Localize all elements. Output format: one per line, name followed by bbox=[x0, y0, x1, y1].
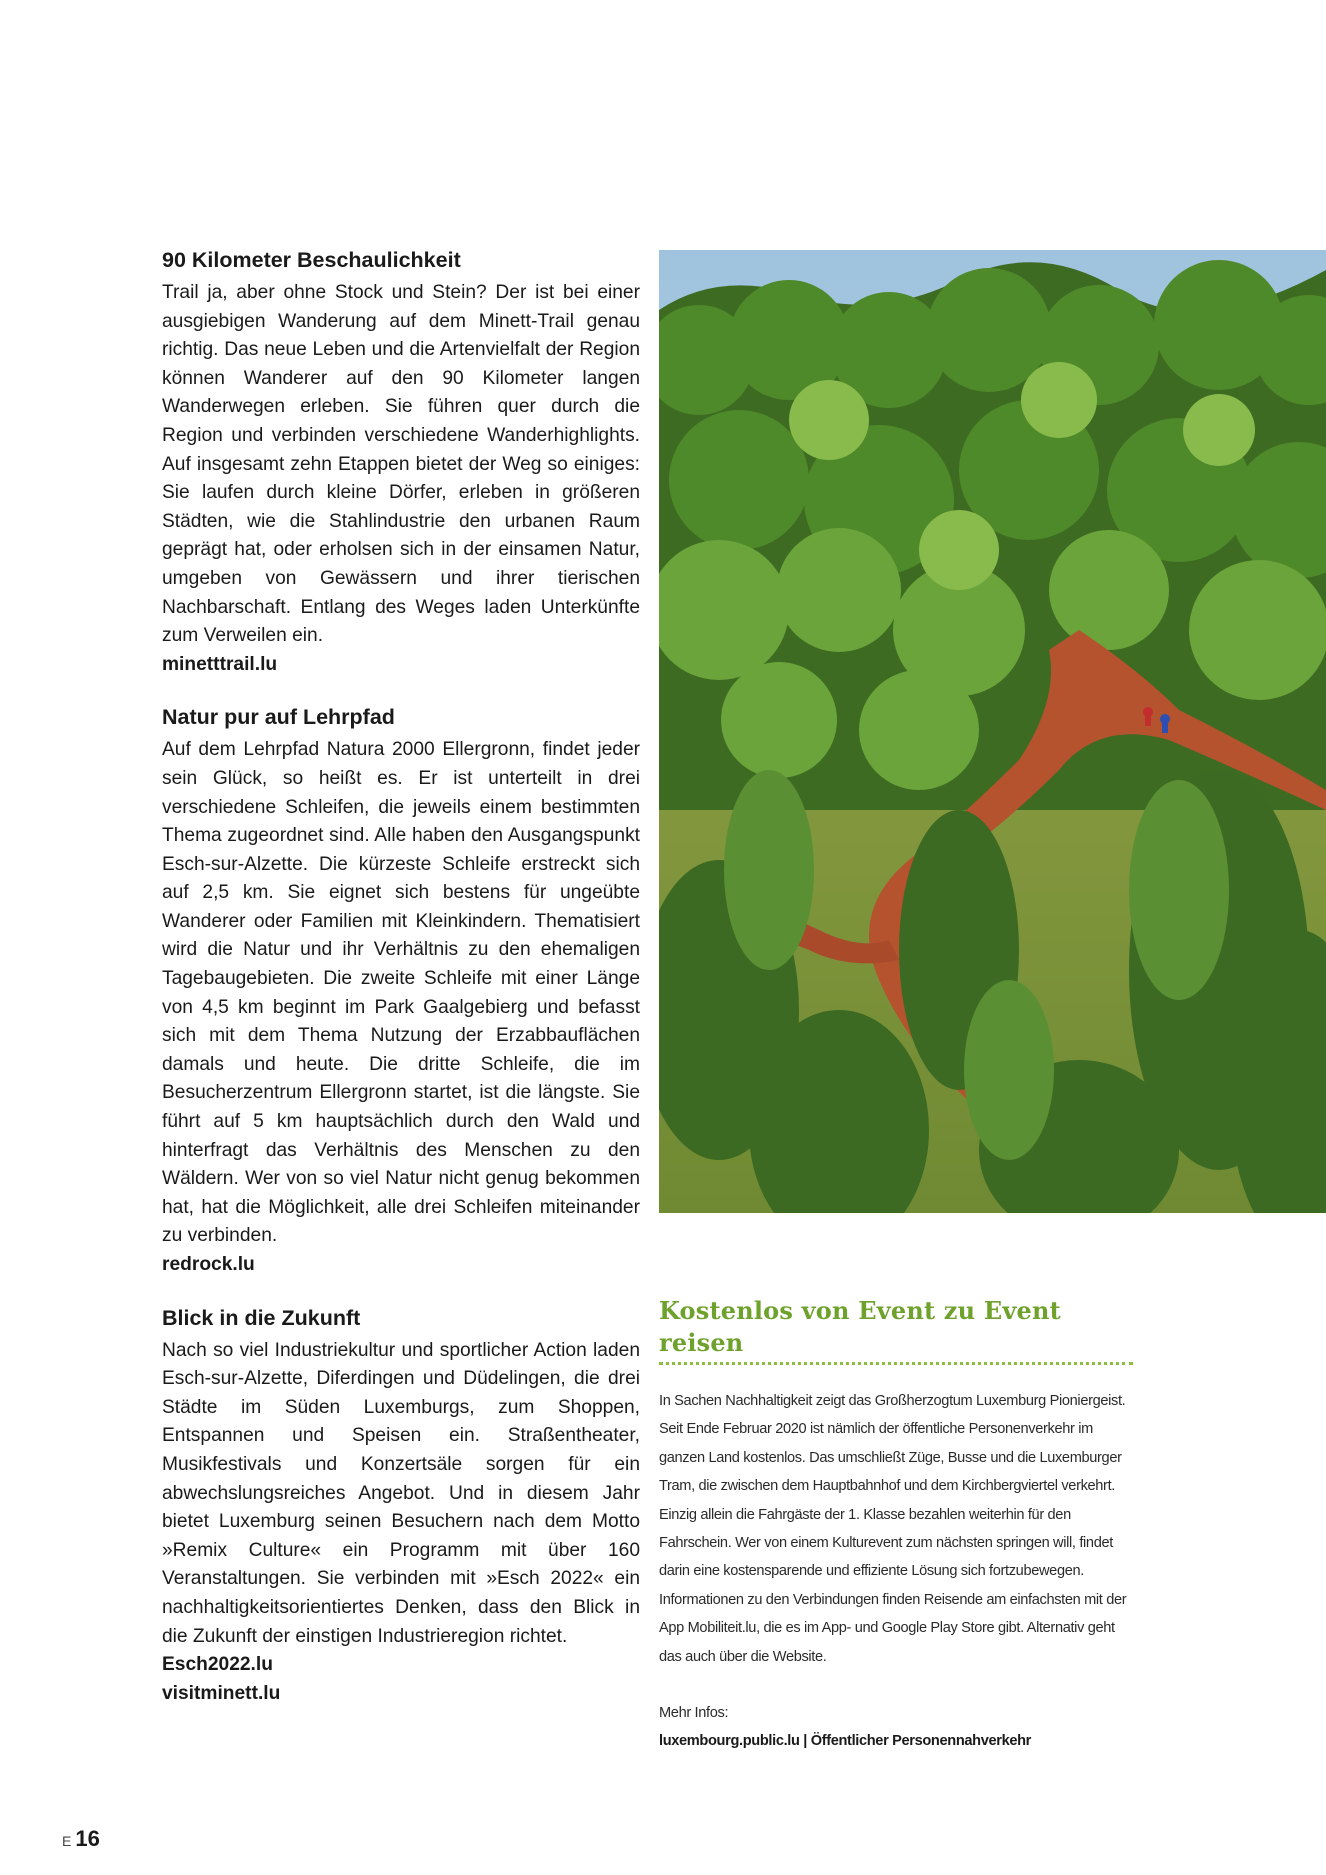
section-body: Trail ja, aber ohne Stock und Stein? Der ist bei einer ausgiebigen Wanderung auf dem Minett-Trail genau richtig. Das neue Leben und die Artenvielfalt der Region können Wanderer auf den 90 Kilometer langen Wanderwegen erleben. Sie führen quer durch die Region und verbinden verschiedene Wanderhighlights. Auf insgesamt zehn Etappen bietet der Weg so einiges: Sie laufen durch kleine Dörfer, erleben in größeren Städten, wie die Stahlindustrie den urbanen Raum geprägt hat, oder erholsen sich in der einsamen Natur, umgeben von Gewässern und ihrer tierischen Nachbarschaft. Entlang des Weges laden Unterkünfte zum Verweilen ein. bbox=[162, 282, 640, 647]
section-zukunft bbox=[162, 1304, 640, 1709]
info-box bbox=[659, 1295, 1139, 1756]
section-body: Auf dem Lehrpfad Natura 2000 Ellergronn, findet jeder sein Glück, so heißt es. Er ist unterteilt in drei verschiedene Schleifen, die jeweils einem bestimmten Thema zugeordnet sind. Alle haben den Ausgangspunkt Esch-sur-Alzette. Die kürzeste Schleife erstreckt sich auf 2,5 km. Sie eignet sich bestens für ungeübte Wanderer oder Familien mit Kleinkindern. Thematisiert wird die Natur und ihr Verhältnis zu den ehemaligen Tagebaugebieten. Die zweite Schleife mit einer Länge von 4,5 km beginnt im Park Gaalgebierg und befasst sich mit dem Thema Nutzung der Erzabbauflächen damals und heute. Die dritte Schleife, die im Besucherzentrum Ellergronn startet, ist die längste. Sie führt auf 5 km hauptsächlich durch den Wald und hinterfragt das Verhältnis des Menschen zu den Wäldern. Wer von so viel Natur nicht genug bekommen hat, hat die Möglichkeit, alle drei Schleifen miteinander zu verbinden. bbox=[162, 739, 640, 1247]
section-link[interactable]: Esch2022.lu bbox=[162, 1654, 273, 1676]
section-lehrpfad bbox=[162, 703, 640, 1279]
left-column bbox=[162, 246, 640, 1732]
landscape-photo bbox=[659, 250, 1326, 1213]
info-box-title: Kostenlos von Event zu Event reisen bbox=[659, 1296, 1061, 1357]
section-title: Blick in die Zukunft bbox=[162, 1305, 361, 1330]
section-link[interactable]: visitminett.lu bbox=[162, 1682, 281, 1704]
page-prefix: E bbox=[62, 1833, 72, 1849]
page-number bbox=[62, 1826, 100, 1852]
section-title: Natur pur auf Lehrpfad bbox=[162, 705, 395, 730]
more-info-label: Mehr Infos: bbox=[659, 1705, 729, 1722]
section-title: 90 Kilometer Beschaulichkeit bbox=[162, 248, 461, 272]
section-link[interactable]: redrock.lu bbox=[162, 1254, 255, 1275]
section-beschaulichkeit bbox=[162, 246, 640, 679]
page-number-value: 16 bbox=[75, 1826, 100, 1851]
info-box-body: In Sachen Nachhaltigkeit zeigt das Großherzogtum Luxemburg Pioniergeist. Seit Ende Februar 2020 ist nämlich der öffentliche Personenverkehr im ganzen Land kostenlos. Das umschließt Züge, Busse und die Luxemburger Tram, die zwischen dem Hauptbahnhof und dem Kirchbergviertel verkehrt. Einzig allein die Fahrgäste der 1. Klasse bezahlen weiterhin für den Fahrschein. Wer von einem Kulturevent zum nächsten springen will, findet darin eine kostensparende und effiziente Lösung sich fortzubewegen. Informationen zu den Verbindungen finden Reisende am einfachsten mit der App Mobiliteit.lu, die es im App- und Google Play Store gibt. Alternativ geht das auch über die Website. bbox=[659, 1393, 1127, 1665]
section-link[interactable]: minetttrail.lu bbox=[162, 653, 278, 675]
dotted-divider bbox=[659, 1362, 1133, 1365]
section-body: Nach so viel Industriekultur und sportlicher Action laden Esch-sur-Alzette, Diferdingen und Düdelingen, die drei Städte im Süden Luxemburgs, zum Shoppen, Entspannen und Speisen ein. Straßentheater, Musikfestivals und Konzertsäle sorgen für ein abwechslungsreiches Angebot. Und in diesem Jahr bietet Luxemburg seinen Besuchern nach dem Motto »Remix Culture« ein Programm mit über 160 Veranstaltungen. Sie verbinden mit »Esch 2022« ein nachhaltigkeitsorientiertes Denken, dass den Blick in die Zukunft der einstigen Industrieregion richtet. bbox=[162, 1339, 640, 1647]
more-info-link[interactable]: luxembourg.public.lu | Öffentlicher Personennahverkehr bbox=[659, 1733, 1031, 1750]
